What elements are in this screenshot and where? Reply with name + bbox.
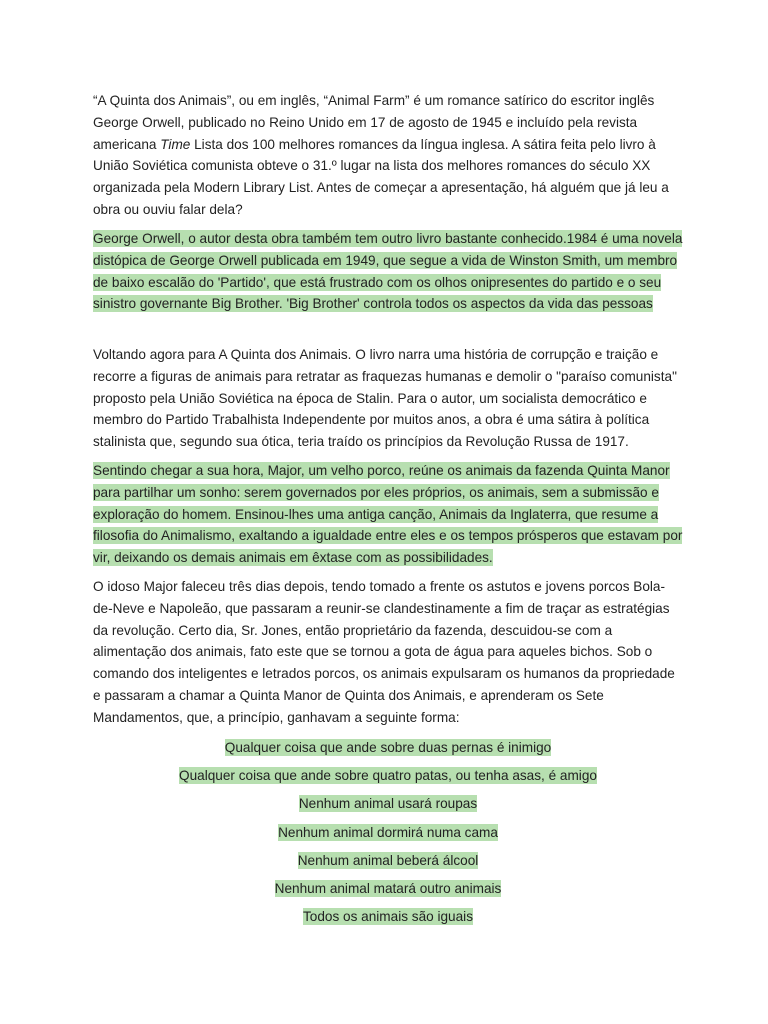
commandment-text: Todos os animais são iguais bbox=[302, 909, 473, 925]
paragraph-major-dream bbox=[93, 460, 683, 569]
commandment-text: Nenhum animal matará outro animais bbox=[274, 880, 502, 896]
highlighted-text: Sentindo chegar a sua hora, Major, um velho porco, reúne os animais da fazenda Quinta Manor para partilhar um sonho: serem governados por eles próprios, os animais, sem a submissão e exploração do homem. Ensinou-lhes uma antiga canção, Animais da Inglaterra, que resume a filosofia do Animalismo, exaltando a igualdade entre eles e os tempos prósperos que estavam por vir, deixando os demais animais em êxtase com as possibilidades. bbox=[93, 463, 683, 566]
commandment-item bbox=[93, 765, 683, 793]
seven-commandments-list bbox=[93, 737, 683, 934]
commandment-text: Qualquer coisa que ande sobre duas pernas é inimigo bbox=[224, 740, 552, 755]
intro-text-d: Lista dos 100 melhores romances da língua inglesa. A sátira feita pelo livro à União Soviética comunista obteve o 31.º lugar na lista dos melhores romances do século XX organizada pela Modern Library List. Antes de começar a apresentação, há alguém que já leu a obra ou ouviu falar dela? bbox=[93, 136, 669, 217]
intro-text-b: , publicado no bbox=[180, 114, 266, 130]
commandment-item bbox=[93, 878, 683, 906]
paragraph-intro bbox=[93, 90, 683, 221]
author-name: George Orwell bbox=[93, 114, 181, 130]
highlighted-text: George Orwell, o autor desta obra também tem outro livro bastante conhecido.1984 é uma novela distópica de George Orwell publicada em 1949, que segue a vida de Winston Smith, um membro de baixo escalão do 'Partido', que está frustrado com os olhos onipresentes do partido e o seu sinistro governante Big Brother. 'Big Brother' controla todos os aspectos da vida das pessoas bbox=[93, 231, 683, 312]
country-name: Reino Unido bbox=[269, 114, 344, 130]
commandment-item bbox=[93, 793, 683, 821]
intro-text-a: “A Quinta dos Animais”, ou em inglês, “Animal Farm” é um romance satírico do escritor inglês bbox=[93, 93, 655, 108]
magazine-name: Time bbox=[160, 136, 191, 152]
commandment-text: Qualquer coisa que ande sobre quatro patas, ou tenha asas, é amigo bbox=[179, 768, 597, 784]
commandment-item bbox=[93, 906, 683, 934]
paragraph-revolution: O idoso Major faleceu três dias depois, tendo tomado a frente os astutos e jovens porcos Bola-de-Neve e Napoleão, que passaram a reunir-se clandestinamente a fim de traçar as estratégias da revolução. Certo dia, Sr. Jones, então proprietário da fazenda, descuidou-se com a alimentação dos animais, fato este que se tornou a gota de água para aqueles bichos. Sob o comando dos inteligentes e letrados porcos, os animais expulsaram os humanos da propriedade e passaram a chamar a Quinta Manor de Quinta dos Animais, e aprenderam os Sete Mandamentos, que, a princípio, ganhavam a seguinte forma: bbox=[93, 579, 675, 725]
commandment-item bbox=[93, 822, 683, 850]
paragraph-orwell-1984 bbox=[93, 228, 683, 315]
intro-text-c: em 17 de agosto de 1945 e incluído pela revista americana bbox=[93, 114, 638, 152]
commandment-item bbox=[93, 850, 683, 878]
commandment-item bbox=[93, 737, 683, 765]
commandment-text: Nenhum animal dormirá numa cama bbox=[278, 824, 498, 840]
commandment-text: Nenhum animal beberá álcool bbox=[297, 852, 479, 868]
paragraph-book-summary: Voltando agora para A Quinta dos Animais. O livro narra uma história de corrupção e traição e recorre a figuras de animais para retratar as fraquezas humanas e demolir o "paraíso comunista" proposto pela União Soviética na época de Stalin. Para o autor, um socialista democrático e membro do Partido Trabalhista Independente por muitos anos, a obra é uma sátira à política stalinista que, segundo sua ótica, teria traído os princípios da Revolução Russa de 1917. bbox=[93, 347, 677, 450]
commandment-text: Nenhum animal usará roupas bbox=[298, 796, 478, 812]
